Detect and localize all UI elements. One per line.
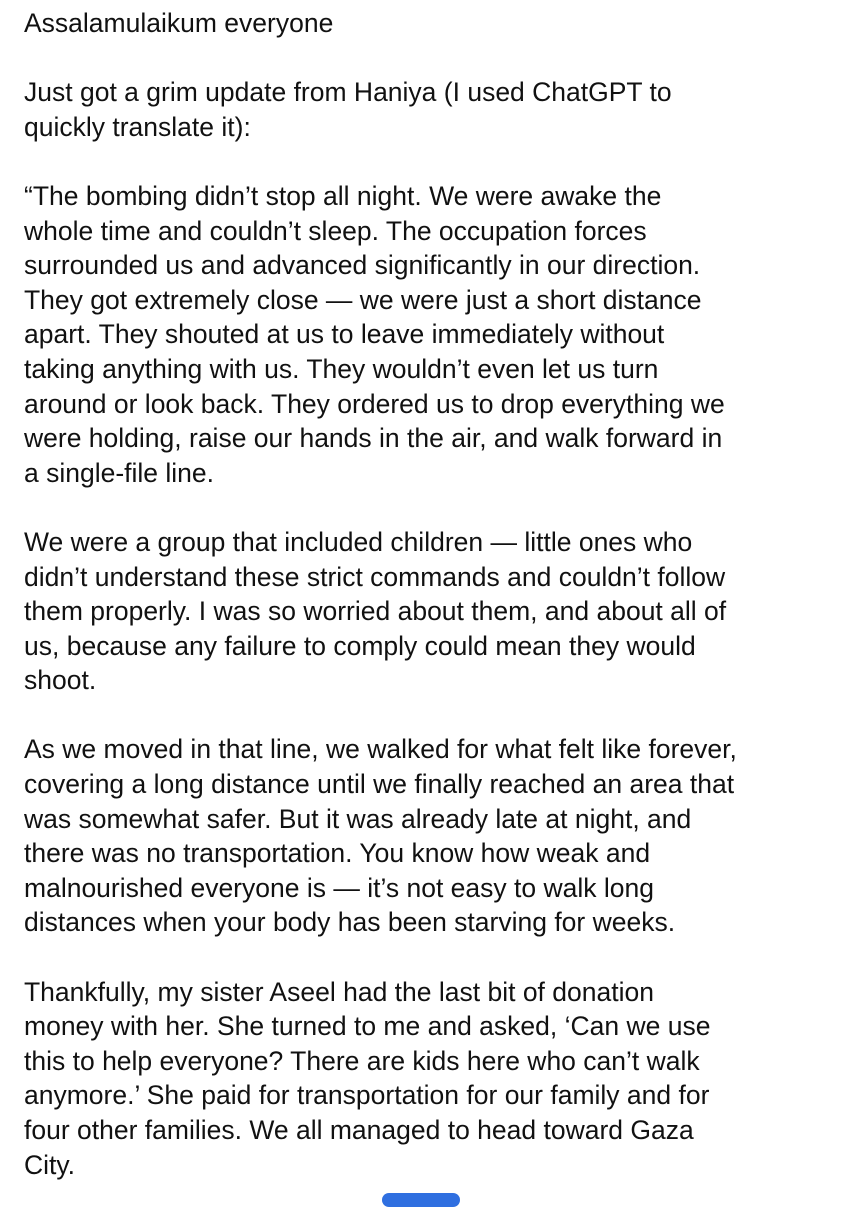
text-line: “The bombing didn’t stop all night. We were awake the	[24, 180, 662, 211]
text-line: They got extremely close — we were just a short distance	[24, 284, 702, 315]
bottom-action-button[interactable]	[382, 1193, 460, 1207]
intro-line: quickly translate it):	[24, 111, 251, 142]
text-line: this to help everyone? There are kids here who can’t walk	[24, 1045, 700, 1076]
intro-line: Just got a grim update from Haniya (I used ChatGPT to	[24, 77, 672, 108]
text-line: a single-file line.	[24, 457, 215, 488]
text-line: City.	[24, 1149, 76, 1180]
paragraph-gap	[24, 41, 824, 76]
text-line: malnourished everyone is — it’s not easy to walk long	[24, 872, 654, 903]
paragraph-gap	[24, 490, 824, 525]
text-line: Thankfully, my sister Aseel had the last bit of donation	[24, 976, 654, 1007]
text-line: around or look back. They ordered us to drop everything we	[24, 388, 725, 419]
text-line: four other families. We all managed to head toward Gaza	[24, 1115, 694, 1145]
greeting-line: Assalamulaikum everyone	[24, 8, 334, 38]
text-line: shoot.	[24, 665, 97, 696]
paragraph-gap	[24, 698, 824, 733]
quote-paragraph-3	[24, 732, 824, 940]
text-line: anymore.’ She paid for transportation for our family and for	[24, 1080, 710, 1111]
text-line: didn’t understand these strict commands and couldn’t follow	[24, 561, 726, 592]
paragraph-gap	[24, 940, 824, 975]
text-line: whole time and couldn’t sleep. The occupation forces	[24, 215, 647, 246]
quote-paragraph-2	[24, 525, 824, 698]
text-line: covering a long distance until we finally reached an area that	[24, 769, 735, 800]
paragraph-gap	[24, 144, 824, 179]
text-line: us, because any failure to comply could mean they would	[24, 630, 696, 661]
text-line: them properly. I was so worried about them, and about all of	[24, 596, 727, 627]
text-line: We were a group that included children — little ones who	[24, 526, 693, 557]
text-line: taking anything with us. They wouldn’t even let us turn	[24, 353, 659, 384]
quote-paragraph-4	[24, 975, 824, 1183]
text-line: surrounded us and advanced significantly in our direction.	[24, 250, 701, 281]
quote-paragraph-1	[24, 179, 824, 490]
text-line: were holding, raise our hands in the air, and walk forward in	[24, 423, 723, 454]
text-line: money with her. She turned to me and asked, ‘Can we use	[24, 1011, 711, 1042]
intro-paragraph	[24, 75, 824, 144]
text-line: was somewhat safer. But it was already late at night, and	[24, 803, 692, 834]
text-line: distances when your body has been starving for weeks.	[24, 907, 676, 938]
text-line: there was no transportation. You know how weak and	[24, 838, 651, 869]
message-body	[24, 6, 824, 1182]
text-line: As we moved in that line, we walked for what felt like forever,	[24, 734, 737, 765]
text-line: apart. They shouted at us to leave immediately without	[24, 319, 665, 350]
